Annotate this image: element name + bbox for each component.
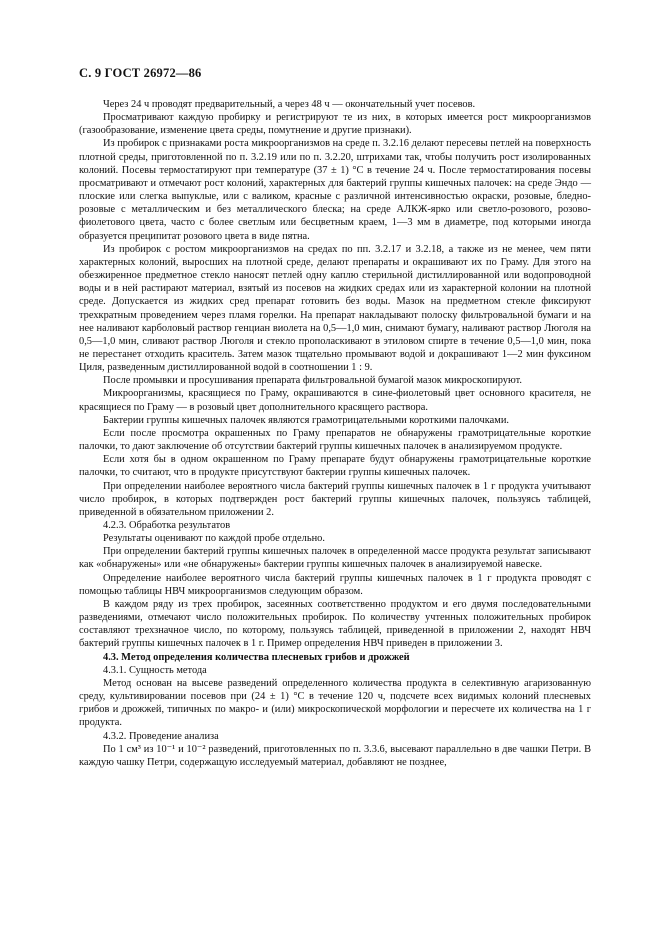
paragraph-p11: 4.2.3. Обработка результатов — [103, 520, 231, 531]
paragraph-p10: При определении наиболее вероятного числа бактерий группы кишечных палочек в 1 г продукта учитывают число пробирок, в которых подтвержден рост бактерий группы кишечных палочек, пользуясь таблицей, приведенной в обязательном приложении 2. — [79, 480, 591, 518]
paragraph-p12: Результаты оценивают по каждой пробе отдельно. — [103, 533, 325, 545]
paragraph-p2: Просматривают каждую пробирку и регистрируют те из них, в которых имеется рост микроорганизмов (газообразование, изменение цвета среды, помутнение и другие признаки). — [79, 112, 591, 137]
body-text — [79, 98, 591, 769]
paragraph-p19: 4.3.2. Проведение анализа — [103, 730, 219, 742]
paragraph-p8: Если после просмотра окрашенных по Граму препаратов не обнаружены грамотрицательные короткие палочки, то дают заключение об отсутствии бактерий группы кишечных палочек в анализируемом продукте. — [79, 427, 591, 453]
paragraph-p1: Через 24 ч проводят предварительный, а через 48 ч — окончательный учет посевов. — [103, 99, 476, 110]
paragraph-p17: 4.3.1. Сущность метода — [103, 664, 207, 676]
paragraph-p15: В каждом ряду из трех пробирок, засеянных соответственно продуктом и его двумя последовательными разведениями, отмечают число положительных пробирок. По количеству учтенных положительных пробирок составляют трехзначное число, по которому, пользуясь таблицей, приведенной в приложении 2, находят НВЧ бактерий группы кишечных палочек в 1 г. Пример определения НВЧ приведен в приложении 3. — [79, 598, 591, 650]
paragraph-p14: Определение наиболее вероятного числа бактерий группы кишечных палочек в 1 г продукта проводят с помощью таблицы НВЧ микроорганизмов следующим образом. — [79, 572, 591, 597]
paragraph-p5: После промывки и просушивания препарата фильтровальной бумагой мазок микроскопируют. — [103, 375, 522, 387]
paragraph-p9: Если хотя бы в одном окрашенном по Граму препарате будут обнаружены грамотрицательные короткие палочки, то считают, что в продукте присутствуют бактерии группы кишечных палочек. — [79, 454, 591, 479]
paragraph-p20: По 1 см³ из 10⁻¹ и 10⁻² разведений, приготовленных по п. 3.3.6, высевают параллельно в две чашки Петри. В каждую чашку Петри, содержащую исследуемый материал, добавляют не позднее, — [79, 743, 591, 768]
paragraph-p18: Метод основан на высеве разведений определенного количества продукта в селективную агаризованную среду, культивировании посевов при (24 ± 1) °С в течение 120 ч, подсчете всех видимых колоний плесневых грибов и дрожжей, типичных по макро- и (или) микроскопической морфологии и пересчете их количества на 1 г продукта. — [79, 677, 591, 729]
page-header: С. 9 ГОСТ 26972—86 — [79, 66, 202, 80]
paragraph-p6: Микроорганизмы, красящиеся по Граму, окрашиваются в сине-фиолетовый цвет основного красителя, не красящиеся по Граму — в розовый цвет дополнительного красящего раствора. — [79, 388, 591, 413]
paragraph-p4: Из пробирок с ростом микроорганизмов на средах по пп. 3.2.17 и 3.2.18, а также из не менее, чем пяти характерных колоний, выросших на плотной среде, делают препараты и окрашивают их по Граму. Для этого на обезжиренное предметное стекло наносят петлей одну каплю стерильной дистиллированной или водопроводной воды и в ней растирают материал, взятый из посевов на жидких средах или из характерной колонии на плотной среде. Допускается из жидких сред препарат готовить без воды. Мазок на предметном стекле фиксируют трехкратным проведением через пламя горелки. На препарат накладывают полоску фильтровальной бумаги и на нее наливают карболовый раствор генциан виолета на 0,5—1,0 мин, снимают бумагу, наливают раствор Люголя на 0,5—1,0 мин, сливают раствор Люголя и стекло прополаскивают в этиловом спирте в течение 0,5—1,0 мин, пока не перестанет отходить краситель. Затем мазок тщательно промывают водой и докрашивают 1—2 мин фуксином Циля, разведенным дистиллированной водой в соотношении 1 : 9. — [79, 243, 591, 374]
paragraph-p7: Бактерии группы кишечных палочек являются грамотрицательными короткими палочками. — [103, 414, 510, 426]
paragraph-p13: При определении бактерий группы кишечных палочек в определенной массе продукта результат записывают как «обнаружены» или «не обнаружены» бактерии группы кишечных палочек в анализируемой навеске. — [79, 546, 591, 571]
paragraph-p16: 4.3. Метод определения количества плесневых грибов и дрожжей — [103, 651, 410, 663]
paragraph-p3: Из пробирок с признаками роста микроорганизмов на среде п. 3.2.16 делают пересевы петлей на поверхность плотной среды, приготовленной по п. 3.2.19 или по п. 3.2.20, штрихами так, чтобы получить рост изолированных колоний. Посевы термостатируют при температуре (37 ± 1) °С в течение 24 ч. После термостатирования посевы просматривают и отмечают рост колоний, характерных для бактерий группы кишечных палочек: на среде Эндо — плоские или слегка выпуклые, или с валиком, красные с различной интенсивностью окраски, розовые, бледно-розовые с металлическим и без металлического блеска; на среде АЛКЖ-ярко или светло-розового, розово-фиолетового цвета, часто с более светлым или бесцветным краем, 1—3 мм в диаметре, под которыми иногда образуется преципитат розового цвета в виде пятна. — [79, 138, 591, 242]
